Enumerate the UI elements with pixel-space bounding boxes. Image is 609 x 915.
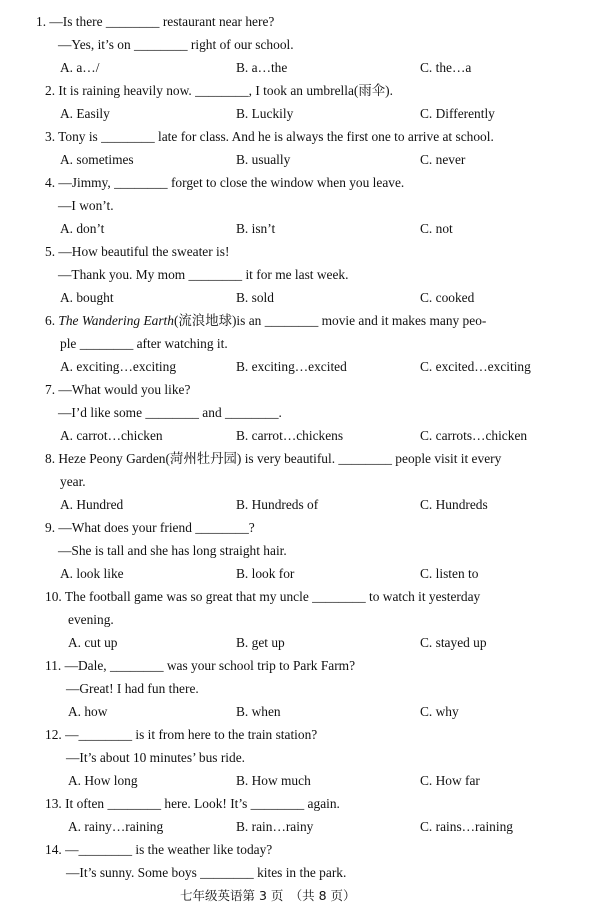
option-c[interactable]: C. Hundreds bbox=[420, 497, 488, 512]
question-1-stem: 1. —Is there ________ restaurant near here? bbox=[36, 14, 275, 29]
question-2-stem: 2. It is raining heavily now. ________, I took an umbrella(雨伞). bbox=[45, 83, 393, 98]
question-5-options bbox=[0, 288, 609, 308]
option-a[interactable]: A. Hundred bbox=[60, 497, 124, 512]
question-10-continuation: evening. bbox=[68, 612, 114, 627]
option-c[interactable]: C. the…a bbox=[420, 60, 472, 75]
question-11-stem: 11. —Dale, ________ was your school trip to Park Farm? bbox=[45, 658, 356, 673]
question-5-stem: 5. —How beautiful the sweater is! bbox=[45, 244, 230, 259]
option-b[interactable]: B. sold bbox=[236, 290, 274, 305]
option-a[interactable]: A. look like bbox=[60, 566, 124, 581]
option-c[interactable]: C. Differently bbox=[420, 106, 495, 121]
option-a[interactable]: A. Easily bbox=[60, 106, 110, 121]
question-13-options bbox=[0, 817, 609, 837]
option-a[interactable]: A. rainy…raining bbox=[68, 819, 164, 834]
question-9-options bbox=[0, 564, 609, 584]
question-3-options bbox=[0, 150, 609, 170]
option-c[interactable]: C. How far bbox=[420, 773, 480, 788]
question-4-stem: 4. —Jimmy, ________ forget to close the window when you leave. bbox=[45, 175, 405, 190]
option-c[interactable]: C. never bbox=[420, 152, 466, 167]
option-b[interactable]: B. carrot…chickens bbox=[236, 428, 344, 443]
option-a[interactable]: A. carrot…chicken bbox=[60, 428, 163, 443]
question-12-options bbox=[0, 771, 609, 791]
question-12-response: —It’s about 10 minutes’ bus ride. bbox=[66, 750, 246, 765]
option-b[interactable]: B. when bbox=[236, 704, 281, 719]
question-1-options bbox=[0, 58, 609, 78]
question-11-options bbox=[0, 702, 609, 722]
question-number: 6. bbox=[45, 313, 59, 328]
question-8-options bbox=[0, 495, 609, 515]
question-5-response: —Thank you. My mom ________ it for me last week. bbox=[58, 267, 349, 282]
option-c[interactable]: C. cooked bbox=[420, 290, 475, 305]
question-12-stem: 12. —________ is it from here to the train station? bbox=[45, 727, 318, 742]
option-c[interactable]: C. excited…exciting bbox=[420, 359, 531, 374]
option-b[interactable]: B. Luckily bbox=[236, 106, 294, 121]
option-b[interactable]: B. rain…rainy bbox=[236, 819, 314, 834]
option-b[interactable]: B. Hundreds of bbox=[236, 497, 319, 512]
question-7-options bbox=[0, 426, 609, 446]
question-9-stem: 9. —What does your friend ________? bbox=[45, 520, 255, 535]
question-6-continuation: ple ________ after watching it. bbox=[60, 336, 228, 351]
question-11-response: —Great! I had fun there. bbox=[66, 681, 199, 696]
option-a[interactable]: A. How long bbox=[68, 773, 138, 788]
option-c[interactable]: C. rains…raining bbox=[420, 819, 513, 834]
option-b[interactable]: B. exciting…excited bbox=[236, 359, 347, 374]
option-c[interactable]: C. listen to bbox=[420, 566, 479, 581]
question-6-options bbox=[0, 357, 609, 377]
option-c[interactable]: C. carrots…chicken bbox=[420, 428, 528, 443]
option-b[interactable]: B. a…the bbox=[236, 60, 288, 75]
option-b[interactable]: B. get up bbox=[236, 635, 285, 650]
question-9-response: —She is tall and she has long straight hair. bbox=[58, 543, 287, 558]
question-13-stem: 13. It often ________ here. Look! It’s ________ again. bbox=[45, 796, 340, 811]
option-a[interactable]: A. a…/ bbox=[60, 60, 100, 75]
option-a[interactable]: A. exciting…exciting bbox=[60, 359, 177, 374]
question-4-options bbox=[0, 219, 609, 239]
option-a[interactable]: A. sometimes bbox=[60, 152, 134, 167]
option-a[interactable]: A. don’t bbox=[60, 221, 105, 236]
option-c[interactable]: C. why bbox=[420, 704, 459, 719]
option-c[interactable]: C. stayed up bbox=[420, 635, 487, 650]
question-1-response: —Yes, it’s on ________ right of our school. bbox=[58, 37, 294, 52]
question-7-stem: 7. —What would you like? bbox=[45, 382, 191, 397]
page-number: 七年级英语第 3 页 （共 8 页） bbox=[180, 888, 356, 903]
page-footer bbox=[0, 886, 609, 906]
question-4-response: —I won’t. bbox=[58, 198, 114, 213]
option-b[interactable]: B. look for bbox=[236, 566, 295, 581]
question-3-stem: 3. Tony is ________ late for class. And he is always the first one to arrive at school. bbox=[45, 129, 494, 144]
option-b[interactable]: B. usually bbox=[236, 152, 291, 167]
question-14-response: —It’s sunny. Some boys ________ kites in the park. bbox=[66, 865, 347, 880]
option-a[interactable]: A. how bbox=[68, 704, 108, 719]
option-a[interactable]: A. cut up bbox=[68, 635, 118, 650]
question-14-stem: 14. —________ is the weather like today? bbox=[45, 842, 273, 857]
movie-title: The Wandering Earth bbox=[58, 313, 174, 328]
question-7-response: —I’d like some ________ and ________. bbox=[58, 405, 282, 420]
question-10-stem: 10. The football game was so great that my uncle ________ to watch it yesterday bbox=[45, 589, 481, 604]
question-8-stem: 8. Heze Peony Garden(菏州牡丹园) is very beautiful. ________ people visit it every bbox=[45, 451, 502, 466]
option-b[interactable]: B. How much bbox=[236, 773, 311, 788]
option-c[interactable]: C. not bbox=[420, 221, 453, 236]
question-8-continuation: year. bbox=[60, 474, 86, 489]
question-10-options bbox=[0, 633, 609, 653]
question-2-options bbox=[0, 104, 609, 124]
option-a[interactable]: A. bought bbox=[60, 290, 114, 305]
option-b[interactable]: B. isn’t bbox=[236, 221, 276, 236]
question-6-stem: 6. The Wandering Earth(流浪地球)is an ________ movie and it makes many peo- bbox=[45, 313, 487, 328]
